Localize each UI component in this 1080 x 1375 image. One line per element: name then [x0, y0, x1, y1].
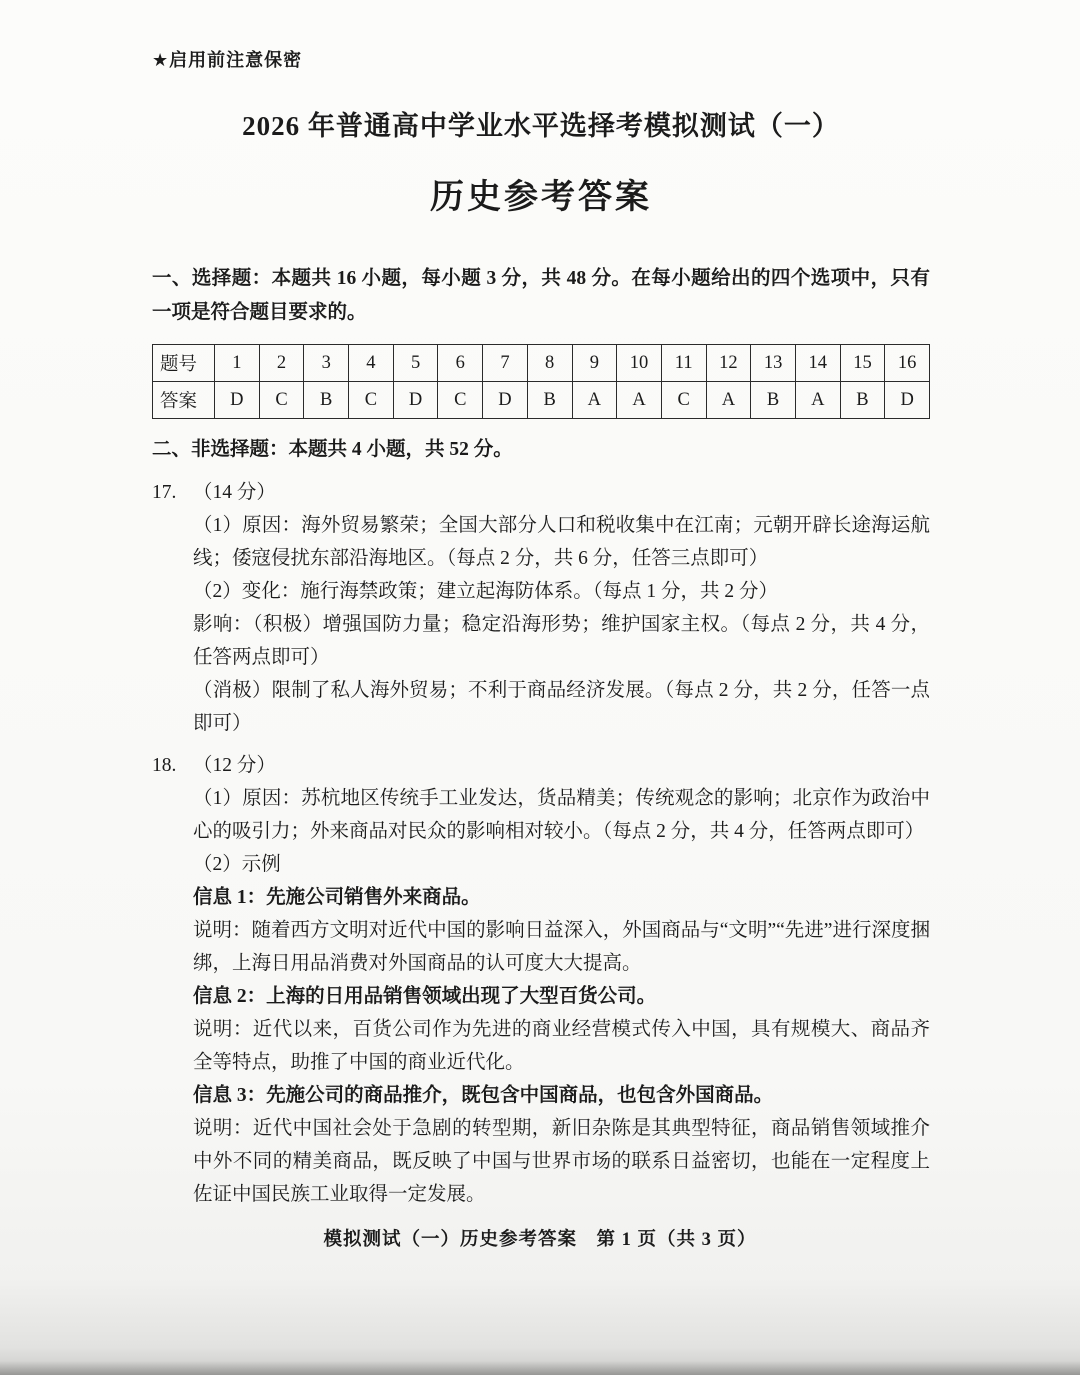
- question-number: 18.: [152, 755, 177, 776]
- question-score: （14 分）: [193, 482, 276, 503]
- document-subtitle: 历史参考答案: [430, 179, 652, 216]
- answer-line: （消极）限制了私人海外贸易；不利于商品经济发展。（每点 2 分，共 2 分，任答一点即可）: [193, 680, 930, 734]
- answer-cell: D: [885, 382, 930, 419]
- section2-heading: 二、非选择题：本题共 4 小题，共 52 分。: [152, 439, 513, 460]
- answer-line: 说明：随着西方文明对近代中国的影响日益深入，外国商品与“文明”“先进”进行深度捆绑，上海日用品消费对外国商品的认可度大大提高。: [193, 920, 930, 974]
- question-number-cell: 13: [751, 345, 796, 382]
- answer-cell: B: [840, 382, 885, 419]
- question-number-cell: 16: [885, 345, 930, 382]
- question-number-cell: 6: [438, 345, 483, 382]
- section1-heading: 一、选择题：本题共 16 小题，每小题 3 分，共 48 分。在每小题给出的四个选项中，只有一项是符合题目要求的。: [152, 268, 930, 323]
- question-number-cell: 4: [349, 345, 394, 382]
- question-number-cell: 2: [259, 345, 304, 382]
- answer-line: （1）原因：海外贸易繁荣；全国大部分人口和税收集中在江南；元朝开辟长途海运航线；倭寇侵扰东部沿海地区。（每点 2 分，共 6 分，任答三点即可）: [193, 515, 930, 569]
- answer-line-info: 信息 3：先施公司的商品推介，既包含中国商品，也包含外国商品。: [193, 1085, 774, 1106]
- answer-cell: A: [617, 382, 662, 419]
- answer-row-label: 答案: [153, 382, 215, 419]
- question-18-body: [193, 782, 930, 1211]
- question-number-cell: 11: [661, 345, 706, 382]
- answer-cell: C: [438, 382, 483, 419]
- answer-line: 说明：近代以来，百货公司作为先进的商业经营模式传入中国，具有规模大、商品齐全等特点，助推了中国的商业近代化。: [193, 1019, 930, 1073]
- answer-line-info: 信息 1：先施公司销售外来商品。: [193, 887, 481, 908]
- question-number-cell: 1: [215, 345, 260, 382]
- question-17-body: [193, 509, 930, 740]
- security-notice: ★启用前注意保密: [152, 50, 303, 70]
- answer-cell: A: [706, 382, 751, 419]
- answer-cell: C: [661, 382, 706, 419]
- answer-line: （1）原因：苏杭地区传统手工业发达，货品精美；传统观念的影响；北京作为政治中心的吸引力；外来商品对民众的影响相对较小。（每点 2 分，共 4 分，任答两点即可）: [193, 788, 930, 842]
- question-number-cell: 5: [393, 345, 438, 382]
- page-footer: 模拟测试（一）历史参考答案 第 1 页（共 3 页）: [323, 1230, 757, 1250]
- answer-cell: B: [304, 382, 349, 419]
- question-17: [152, 476, 930, 740]
- question-number-cell: 8: [527, 345, 572, 382]
- question-number-cell: 14: [795, 345, 840, 382]
- scan-shadow: [0, 1361, 1080, 1375]
- answer-cell: D: [215, 382, 260, 419]
- answer-cell: D: [483, 382, 528, 419]
- answer-table: [152, 344, 930, 419]
- answer-table-number-row: [153, 345, 930, 382]
- answer-cell: D: [393, 382, 438, 419]
- document-title: 2026 年普通高中学业水平选择考模拟测试（一）: [242, 111, 840, 141]
- question-number-cell: 10: [617, 345, 662, 382]
- answer-line-info: 信息 2：上海的日用品销售领域出现了大型百货公司。: [193, 986, 657, 1007]
- answer-line: 影响：（积极）增强国防力量；稳定沿海形势；维护国家主权。（每点 2 分，共 4 分，任答两点即可）: [193, 614, 930, 668]
- answer-cell: B: [527, 382, 572, 419]
- question-number-cell: 7: [483, 345, 528, 382]
- answer-cell: A: [795, 382, 840, 419]
- question-17-head: [152, 476, 930, 509]
- answer-line: （2）变化：施行海禁政策；建立起海防体系。（每点 1 分，共 2 分）: [193, 581, 779, 602]
- answer-line: 说明：近代中国社会处于急剧的转型期，新旧杂陈是其典型特征，商品销售领域推介中外不同的精美商品，既反映了中国与世界市场的联系日益密切，也能在一定程度上佐证中国民族工业取得一定发展。: [193, 1118, 930, 1205]
- answer-cell: C: [349, 382, 394, 419]
- question-18-head: [152, 749, 930, 782]
- answer-table-answer-row: [153, 382, 930, 419]
- question-number-cell: 12: [706, 345, 751, 382]
- answer-cell: A: [572, 382, 617, 419]
- question-number-cell: 3: [304, 345, 349, 382]
- answer-line: （2）示例: [193, 854, 281, 875]
- question-number: 17.: [152, 482, 177, 503]
- answer-cell: C: [259, 382, 304, 419]
- question-18: [152, 749, 930, 1211]
- question-number-cell: 9: [572, 345, 617, 382]
- question-number-cell: 15: [840, 345, 885, 382]
- answer-cell: B: [751, 382, 796, 419]
- question-score: （12 分）: [193, 755, 276, 776]
- number-row-label: 题号: [153, 345, 215, 382]
